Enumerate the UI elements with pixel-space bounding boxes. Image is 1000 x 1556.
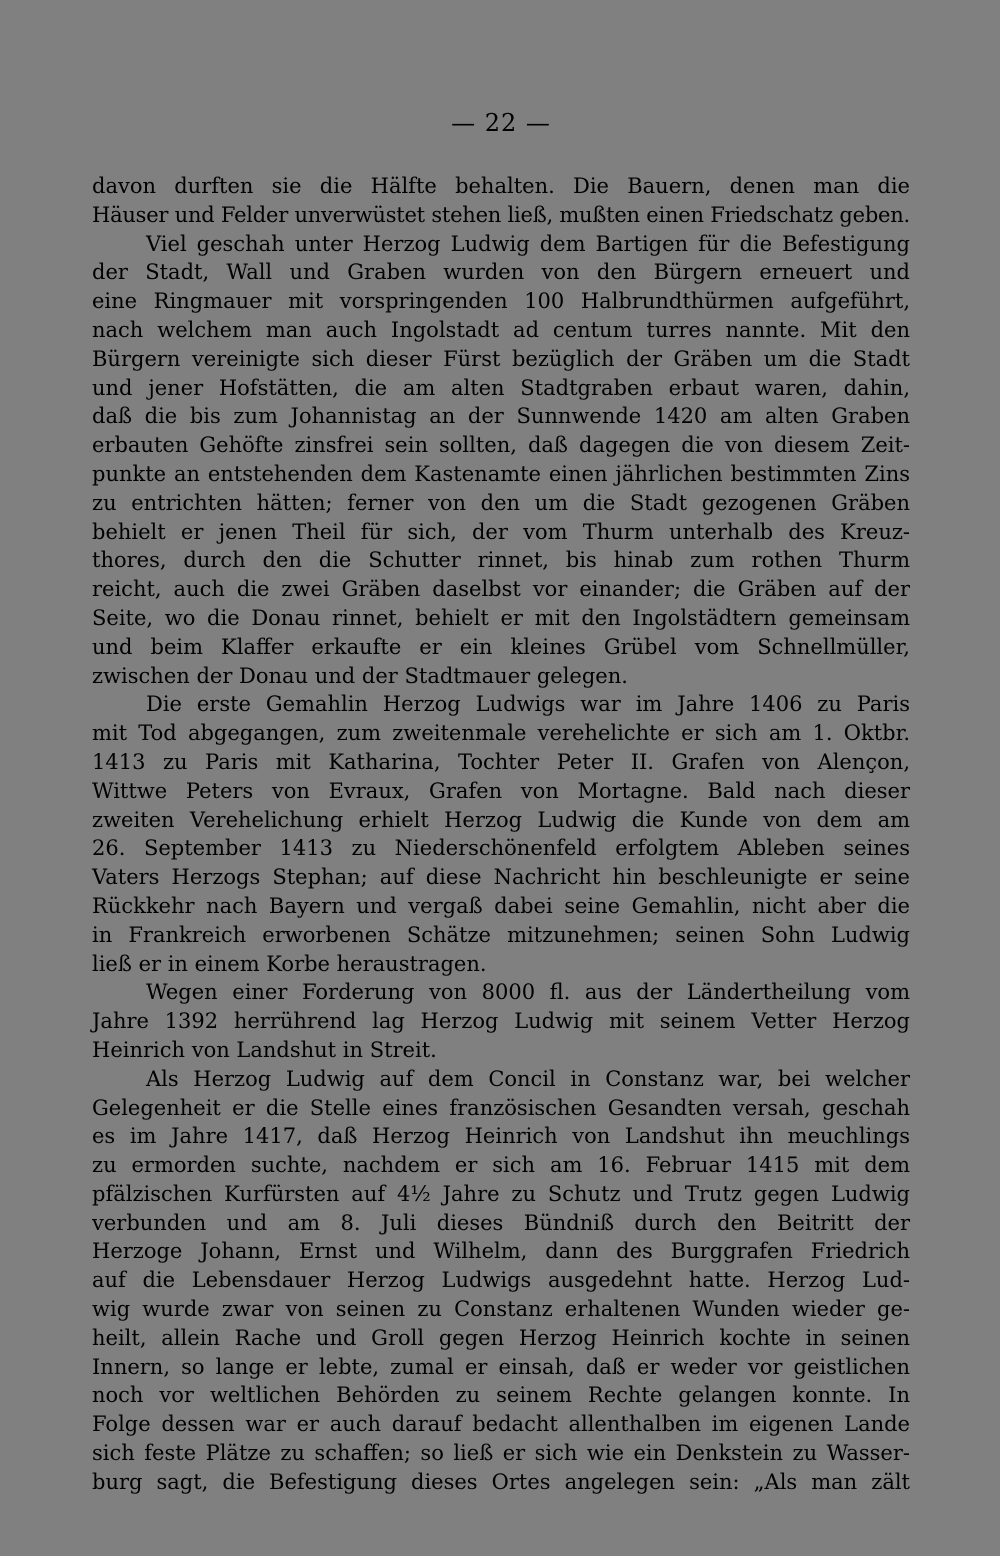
text-line: Jahre 1392 herrührend lag Herzog Ludwig mit seinem Vetter Herzog	[92, 1009, 910, 1034]
text-line: punkte an entstehenden dem Kastenamte einen jährlichen bestimmten Zins	[92, 461, 910, 486]
text-line: reicht, auch die zwei Gräben daselbst vor einander; die Gräben auf der	[92, 577, 910, 602]
document-page	[92, 108, 910, 1497]
text-line: Vaters Herzogs Stephan; auf diese Nachricht hin beschleunigte er seine	[92, 865, 910, 890]
page-number: — 22 —	[451, 109, 551, 137]
text-line: zwischen der Donau und der Stadtmauer gelegen.	[92, 663, 628, 688]
text-line: Heinrich von Landshut in Streit.	[92, 1037, 437, 1062]
text-line: ließ er in einem Korbe heraustragen.	[92, 951, 487, 976]
text-line: burg sagt, die Befestigung dieses Ortes angelegen sein: „Als man zält	[92, 1469, 910, 1494]
text-line: auf die Lebensdauer Herzog Ludwigs ausgedehnt hatte. Herzog Lud-	[92, 1268, 910, 1293]
body-text	[92, 172, 910, 1497]
text-line: Rückkehr nach Bayern und vergaß dabei seine Gemahlin, nicht aber die	[92, 893, 910, 918]
text-line: Folge dessen war er auch darauf bedacht allenthalben im eigenen Lande	[92, 1412, 910, 1437]
text-line: Als Herzog Ludwig auf dem Concil in Constanz war, bei welcher	[146, 1066, 910, 1091]
text-line: zweiten Verehelichung erhielt Herzog Ludwig die Kunde von dem am	[92, 807, 910, 832]
text-line: erbauten Gehöfte zinsfrei sein sollten, daß dagegen die von diesem Zeit-	[92, 433, 910, 458]
text-line: daß die bis zum Johannistag an der Sunnwende 1420 am alten Graben	[92, 404, 910, 429]
text-line: und beim Klaffer erkaufte er ein kleines Grübel vom Schnellmüller,	[92, 634, 910, 659]
text-line: Die erste Gemahlin Herzog Ludwigs war im Jahre 1406 zu Paris	[146, 692, 910, 717]
text-line: Wittwe Peters von Evraux, Grafen von Mortagne. Bald nach dieser	[92, 778, 910, 803]
text-line: Innern, so lange er lebte, zumal er einsah, daß er weder vor geistlichen	[92, 1354, 910, 1379]
text-line: pfälzischen Kurfürsten auf 4½ Jahre zu Schutz und Trutz gegen Ludwig	[92, 1181, 910, 1206]
text-line: Gelegenheit er die Stelle eines französischen Gesandten versah, geschah	[92, 1095, 910, 1120]
text-line: sich feste Plätze zu schaffen; so ließ er sich wie ein Denkstein zu Wasser-	[92, 1441, 910, 1466]
text-line: es im Jahre 1417, daß Herzog Heinrich von Landshut ihn meuchlings	[92, 1124, 910, 1149]
text-line: 1413 zu Paris mit Katharina, Tochter Peter II. Grafen von Alençon,	[92, 749, 910, 774]
text-line: Seite, wo die Donau rinnet, behielt er mit den Ingolstädtern gemeinsam	[92, 605, 910, 630]
text-line: wig wurde zwar von seinen zu Constanz erhaltenen Wunden wieder ge-	[92, 1297, 910, 1322]
text-line: heilt, allein Rache und Groll gegen Herzog Heinrich kochte in seinen	[92, 1325, 910, 1350]
text-line: Viel geschah unter Herzog Ludwig dem Bartigen für die Befestigung	[146, 231, 910, 256]
text-line: Herzoge Johann, Ernst und Wilhelm, dann des Burggrafen Friedrich	[92, 1239, 910, 1264]
text-line: in Frankreich erworbenen Schätze mitzunehmen; seinen Sohn Ludwig	[92, 922, 910, 947]
text-line: und jener Hofstätten, die am alten Stadtgraben erbaut waren, dahin,	[92, 375, 910, 400]
text-line: nach welchem man auch Ingolstadt ad centum turres nannte. Mit den	[92, 317, 910, 342]
text-line: thores, durch den die Schutter rinnet, bis hinab zum rothen Thurm	[92, 548, 910, 573]
text-line: noch vor weltlichen Behörden zu seinem Rechte gelangen konnte. In	[92, 1383, 910, 1408]
text-line: behielt er jenen Theil für sich, der vom Thurm unterhalb des Kreuz-	[92, 519, 910, 544]
text-line: der Stadt, Wall und Graben wurden von den Bürgern erneuert und	[92, 260, 910, 285]
text-line: Bürgern vereinigte sich dieser Fürst bezüglich der Gräben um die Stadt	[92, 346, 910, 371]
text-line: Wegen einer Forderung von 8000 fl. aus der Ländertheilung vom	[146, 980, 910, 1005]
text-line: Häuser und Felder unverwüstet stehen ließ, mußten einen Friedschatz geben.	[92, 202, 910, 227]
text-line: mit Tod abgegangen, zum zweitenmale verehelichte er sich am 1. Oktbr.	[92, 721, 910, 746]
text-line: 26. September 1413 zu Niederschönenfeld erfolgtem Ableben seines	[92, 836, 910, 861]
text-line: eine Ringmauer mit vorspringenden 100 Halbrundthürmen aufgeführt,	[92, 289, 910, 314]
text-line: verbunden und am 8. Juli dieses Bündniß durch den Beitritt der	[92, 1210, 910, 1235]
text-line: davon durften sie die Hälfte behalten. Die Bauern, denen man die	[92, 174, 910, 198]
text-line: zu ermorden suchte, nachdem er sich am 16. Februar 1415 mit dem	[92, 1153, 910, 1178]
text-line: zu entrichten hätten; ferner von den um die Stadt gezogenen Gräben	[92, 490, 910, 515]
